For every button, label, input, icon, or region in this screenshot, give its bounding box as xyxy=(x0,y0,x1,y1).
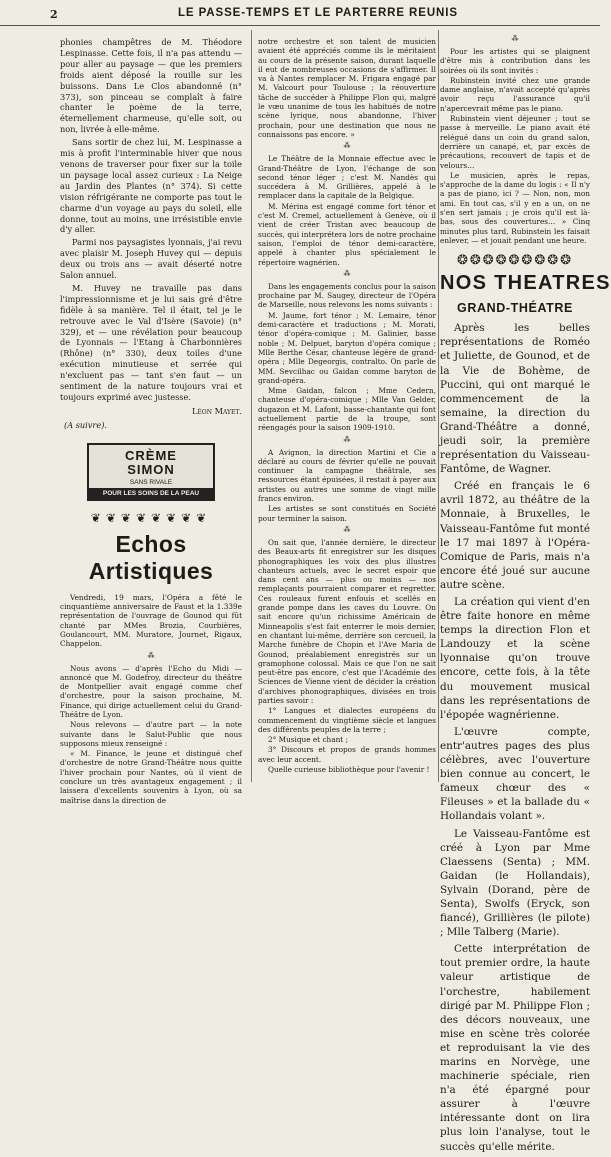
column-rule xyxy=(438,30,439,782)
paragraph: M. Huvey ne travaille pas dans l'impressionnisme et je lui sais gré d'être fidèle à sa manière. Tel il était, tel je le retrouve avec le Val d'Isère (Savoie) (n° 329), et — une révélation pour beaucoup de Lyonnais — l'Etang à Charbonnières (Rhône) (n° 330), deux toiles d'une exécution minutieuse et serrée qui n'excluent pas — tant s'en faut — un sentiment de la nature toujours vrai et toujours exprimé avec justesse. xyxy=(60,282,242,402)
asterism-divider: ⁂ xyxy=(511,35,519,43)
paragraph: Dans les engagements conclus pour la saison prochaine par M. Saugey, directeur de l'Opéra de Marseille, nous relevons les noms suivants : xyxy=(258,281,436,310)
creme-simon-advertisement xyxy=(87,443,215,501)
paragraph: M. Mérina est engagé comme fort ténor et c'est M. Cremel, actuellement à Genève, où il vient de créer Tristan avec beaucoup de succès, qui interprétera lors de notre prochaine saison, l'emploi de ténor demi-caractère, appelé à chanter plus spécialement le répertoire wagnérien. xyxy=(258,201,436,267)
paragraph: Nous relevons — d'autre part — la note suivante dans le Salut-Public que nous supposons mieux renseigné : xyxy=(60,720,242,748)
column-rule xyxy=(251,30,252,782)
asterism-divider: ⁂ xyxy=(147,651,155,660)
salon-review-article xyxy=(60,37,242,431)
ad-brand-line2: SIMON xyxy=(127,461,175,477)
asterism-divider: ⁂ xyxy=(343,142,351,151)
echos-artistiques-heading: Echos Artistiques xyxy=(88,530,214,584)
paragraph: 1° Langues et dialectes européens du commencement du vingtième siècle et langues des différents peuples de la terre ; xyxy=(258,706,436,734)
paragraph: La création qui vient d'en être faite honore en même temps la direction Flon et Landouzy et la scène lyonnaise qu'on trouve encore, cette fois, à la tête du mouvement musical dans les représentations de l'épopée wagnérienne. xyxy=(440,596,590,721)
publication-title: LE PASSE-TEMPS ET LE PARTERRE REUNIS xyxy=(178,7,458,19)
column-3 xyxy=(440,35,611,1157)
echos-article xyxy=(60,593,242,805)
grand-theatre-heading: GRAND-THÉATRE xyxy=(457,301,573,316)
to-be-continued: (A suivre). xyxy=(64,419,107,430)
paragraph: Vendredi, 19 mars, l'Opéra a fêté le cinquantième anniversaire de Faust et la 1.339e représentation de l'ouvrage de Gounod qui fût chanté par MMes Brozia, Courbières, Goulancourt, MM. Muratore, Journet, Rigaux, Chappelon. xyxy=(60,592,242,649)
paragraph: 3° Discours et propos de grands hommes avec leur accent. xyxy=(258,745,436,764)
paragraph: Cette interprétation de tout premier ordre, la haute valeur artistique de l'orchestre, habilement dirigé par M. Philippe Flon ; des décors nouveaux, une mise en scène très colorée et reproduisant la vie des marins en Norvège, une machinerie spéciale, rien n'a été épargné pour assurer à l'œuvre intéressante dont on lira plus loin l'analyse, tout le succès qu'elle mérite. xyxy=(440,943,590,1153)
paragraph: Le musicien, après le repas, s'approche de la dame du logis : « Il n'y a pas de piano, ici ? — Non, non, mon ami. En tout cas, s'il y en a un, on ne s'en sert jamais ; je crois qu'il est là-bas, sous des couvertures… » Cinq minutes plus tard, Rubinstein les faisait enlever, — et jouait pendant une heure. xyxy=(440,170,590,245)
paragraph: M. Jaume, fort ténor ; M. Lemaire, ténor demi-caractère et traductions ; M. Morati, ténor d'opéra-comique ; M. Galinier, basse noble ; M. Delpuet, baryton d'opéra comique ; Mlle Berthe César, chanteuse légère de grand-opéra ; Mlle Degeorgis, contralto. On parle de MM. Sevcilhac ou Gaidan comme baryton de grand-opéra. xyxy=(258,310,436,385)
column-2 xyxy=(258,37,436,775)
paragraph: L'œuvre compte, entr'autres pages des plus célèbres, avec l'ouverture bien connue au concert, le fameux chœur des « Fileuses » et la ballade du « Hollandais volant ». xyxy=(440,725,590,823)
paragraph: Pour les artistes qui se plaignent d'être mis à contribution dans les soirées où ils sont invités : xyxy=(440,47,590,75)
paragraph: Créé en français le 6 avril 1872, au théâtre de la Monnaie, à Bruxelles, le Vaisseau-Fantôme fut monté le 17 mai 1897 à l'Opéra-Comique de Paris, mais n'a encore été joué sur aucune autre scène. xyxy=(440,480,590,591)
paragraph: Rubinstein vient déjeuner ; tout se passe à merveille. Le piano avait été relégué dans un coin du grand salon, derrière un canapé, et, par excès de précautions, recouvert de tapis et de velours… xyxy=(440,114,590,170)
paragraph: On sait que, l'année dernière, le directeur des Beaux-arts fit enregistrer sur les disques phonographiques les voix des plus illustres chanteurs actuels, avec le secret espoir que dans cent ans — plus ou moins — nos remplaçants pourraient comparer et regretter. Ces rouleaux furent enfouis et scellés en grande pompe dans les caves du Louvre. On sait encore qu'un richissime Américain de Minneapolis s'est fait enterrer le mois dernier, en chantant lui-même, derrière son cercueil, la Marche funèbre de Chopin et l'Ave Maria de Gounod, préalablement enregistrés sur un gramophone colossal. Mais ce que l'on ne sait peut-être pas encore, c'est que l'Académie des Sciences de Vienne vient de décider la création d'archives phonographiques, divisées en trois parties savoir : xyxy=(258,537,436,705)
paragraph: notre orchestre et son talent de musicien avaient été appréciés comme ils le méritaient au cours de la présente saison, durant laquelle il eut de nombreuses occasions de s'affirmer. Il va à Nantes remplacer M. Frigara engagé par M. Valcourt pour Toulouse ; la réouverture tâche de succéder à Philippe Flon qui, malgré le vœu unanime de tous les habitués de notre scène lyrique, nous abandonne, l'hiver prochain, pour une destination que nous ne connaissons pas encore. » xyxy=(258,37,436,139)
paragraph: 2° Musique et chant ; xyxy=(268,735,348,745)
paragraph: Quelle curieuse bibliothèque pour l'avenir ! xyxy=(268,765,430,775)
paragraph: Nous avons — d'après l'Echo du Midi — annoncé que M. Godefroy, directeur du théâtre de Montpellier avait engagé comme chef d'orchestre, pour la saison prochaine, M. Finance, qui dirige actuellement celui du Grand-Théâtre de Lyon. xyxy=(60,663,242,719)
ad-tagline: SANS RIVALE xyxy=(129,478,173,486)
paragraph: Après les belles représentations de Roméo et Juliette, de Gounod, et de la Vie de Bohème, de Puccini, qui ont marqué le commencement de la semaine, la direction du Grand-Théâtre a donné, jeudi soir, la première représentation du Vaisseau-Fantôme, de Wagner. xyxy=(440,322,590,476)
floral-ornament-divider: ❦❦❦❦❦❦❦❦ xyxy=(90,510,212,525)
asterism-divider: ⁂ xyxy=(343,525,351,534)
nos-theatres-heading: NOS THEATRES xyxy=(440,272,611,295)
rubinstein-anecdote xyxy=(440,47,590,245)
paragraph: Sans sortir de chez lui, M. Lespinasse a mis à profit l'interminable hiver que nous venons de traverser pour fixer sur la toile un paysage local assez curieux : La Neige au Jardin des Plantes (n° 374). Si cette vision réfrigérante ne comporte pas tout le charme d'un voyage au pays du soleil, elle donne, tout au moins, une irrésistible envie d'y aller. xyxy=(60,137,242,235)
author-signature: Léon Mayet. xyxy=(191,405,242,416)
ad-banner: POUR LES SOINS DE LA PEAU xyxy=(89,488,213,499)
page-number: 2 xyxy=(50,8,58,21)
asterism-divider: ⁂ xyxy=(343,435,351,444)
column-1 xyxy=(60,37,242,806)
page-header xyxy=(0,0,600,26)
paragraph: phonies champêtres de M. Théodore Lespinasse. Cette fois, il n'a pas attendu — pour aller au paysage — que les premiers froids aient déposé la rouille sur les buissons. Dans Le Clos abandonné (n° 373), son pinceau se complaît à faire chanter le poème de la terre, éternellement charmeuse, qu'elle soit, ou non, livrée à elle-même. xyxy=(60,37,242,135)
grand-theatre-article xyxy=(440,321,590,1153)
paragraph: A Avignon, la direction Martini et Cie a déclaré au cours de février qu'elle ne pouvait continuer la campagne théâtrale, ses ressources étant épuisées, il restait à payer aux artistes ou autres une somme de vingt mille francs environ. xyxy=(258,447,436,504)
paragraph: Les artistes se sont constitués en Société pour terminer la saison. xyxy=(258,504,436,523)
paragraph: Mme Gaidan, falcon ; Mme Cedern, chanteuse d'opéra-comique ; Mlle Van Gelder, dugazon et M. Lafont, basse-chantante qui font actuellement partie de la troupe, sont réengagés pour la saison 1909-1910. xyxy=(258,386,436,433)
ad-brand-line1: CRÈME xyxy=(125,447,177,463)
echos-continued xyxy=(258,37,436,774)
paragraph: Le Théâtre de la Monnaie effectue avec le Grand-Théâtre de Lyon, l'échange de son second ténor léger ; c'est M. Nandès qui succédera à M. Grillières, appelé à le remplacer dans la capitale de la Belgique. xyxy=(258,154,436,201)
paragraph: « M. Finance, le jeune et distingué chef d'orchestre de notre Grand-Théâtre nous quitte l'hiver prochain pour Nantes, où il vient de conclure un très avantageux engagement ; il laissera d'excellents souvenirs à Lyon, où sa maîtrise dans la direction de xyxy=(60,749,242,805)
asterism-divider: ⁂ xyxy=(343,269,351,278)
paragraph: Parmi nos paysagistes lyonnais, j'ai revu avec plaisir M. Joseph Huvey qui — depuis deux ou trois ans — avait déserté notre Salon annuel. xyxy=(60,237,242,281)
paragraph: Le Vaisseau-Fantôme est créé à Lyon par Mme Claessens (Senta) ; MM. Gaidan (le Hollandais), Sylvain (Dorand, père de Senta), Swolfs (Eryck, son fiancé), Grillières (le pilote) ; Mlle Talberg (Marie). xyxy=(440,827,590,939)
decorative-border-ornament: ❂❂❂❂❂❂❂❂❂ xyxy=(456,253,574,269)
paragraph: Rubinstein invité chez une grande dame anglaise, n'avait accepté qu'après avoir reçu l'assurance qu'il n'apercevrait même pas le piano. xyxy=(440,75,590,113)
